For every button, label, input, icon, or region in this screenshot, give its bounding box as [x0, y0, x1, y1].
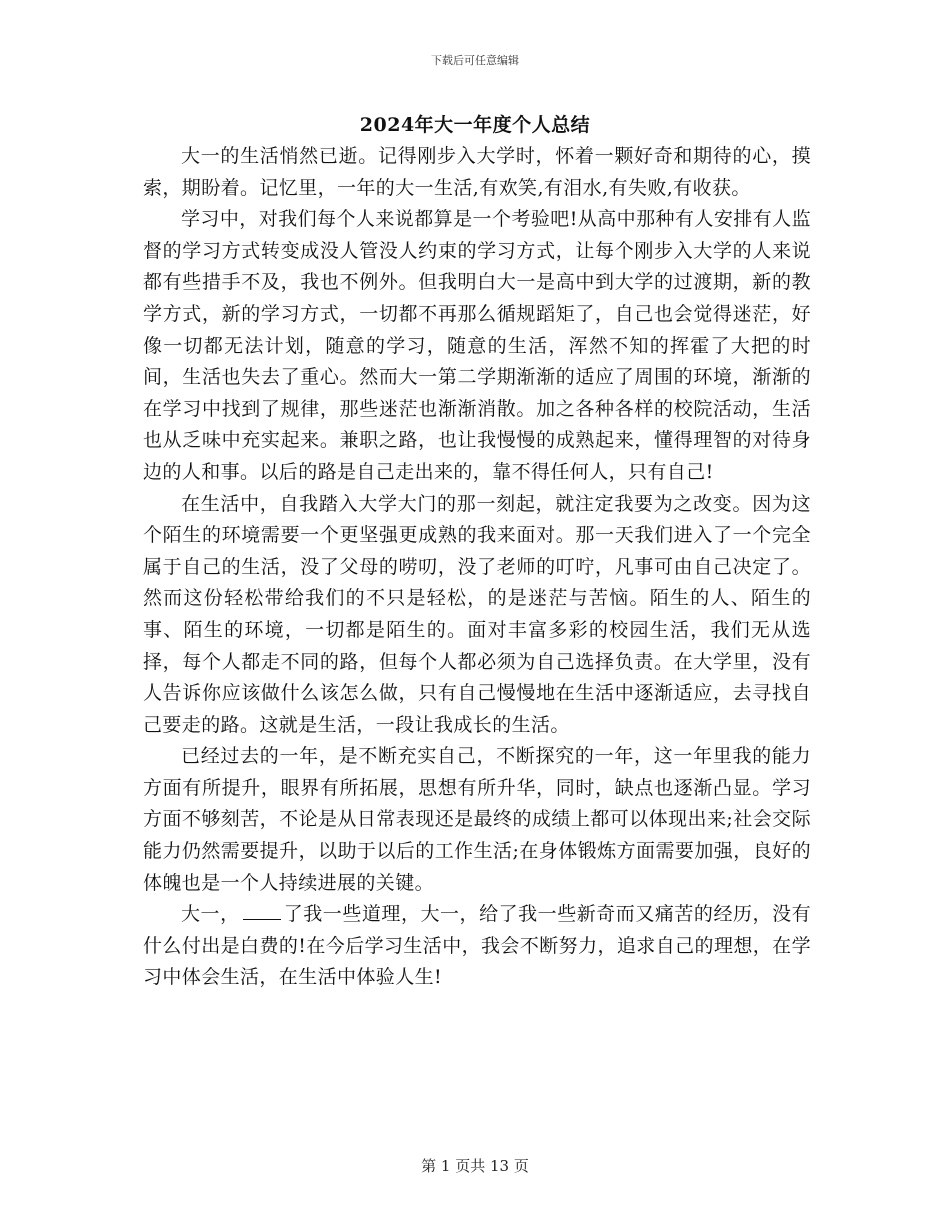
paragraph-intro: 大一的生活悄然已逝。记得刚步入大学时，怀着一颗好奇和期待的心，摸索，期盼着。记忆里，一年的大一生活,有欢笑,有泪水,有失败,有收获。 — [143, 145, 811, 199]
document-title: 2024年大一年度个人总结 — [359, 114, 591, 136]
conclusion-text-start: 大一， — [181, 903, 240, 926]
page-number-footer: 第 1 页共 13 页 — [421, 1157, 529, 1175]
document-body — [143, 141, 811, 994]
fill-in-blank — [243, 901, 281, 920]
conclusion-text-end: 了我一些道理，大一，给了我一些新奇而又痛苦的经历，没有什么付出是白费的!在今后学习生活中，我会不断努力，追求自己的理想，在学习中体会生活，在生活中体验人生! — [143, 903, 811, 989]
paragraph-study: 学习中，对我们每个人来说都算是一个考验吧!从高中那种有人安排有人监督的学习方式转变成没人管没人约束的学习方式，让每个刚步入大学的人来说都有些措手不及，我也不例外。但我明白大一是高中到大学的过渡期，新的教学方式，新的学习方式，一切都不再那么循规蹈矩了，自己也会觉得迷茫，好像一切都无法计划，随意的学习，随意的生活，浑然不知的挥霍了大把的时间，生活也失去了重心。然而大一第二学期渐渐的适应了周围的环境，渐渐的在学习中找到了规律，那些迷茫也渐渐消散。加之各种各样的校院活动，生活也从乏味中充实起来。兼职之路，也让我慢慢的成熟起来，懂得理智的对待身边的人和事。以后的路是自己走出来的，靠不得任何人，只有自己! — [143, 208, 811, 483]
paragraph-conclusion — [143, 899, 811, 994]
paragraph-reflection: 已经过去的一年，是不断充实自己，不断探究的一年，这一年里我的能力方面有所提升，眼界有所拓展，思想有所升华，同时，缺点也逐渐凸显。学习方面不够刻苦，不论是从日常表现还是最终的成绩上都可以体现出来;社会交际能力仍然需要提升，以助于以后的工作生活;在身体锻炼方面需要加强，良好的体魄也是一个人持续进展的关键。 — [143, 745, 811, 894]
paragraph-life: 在生活中，自我踏入大学大门的那一刻起，就注定我要为之改变。因为这个陌生的环境需要一个更坚强更成熟的我来面对。那一天我们进入了一个完全属于自己的生活，没了父母的唠叨，没了老师的叮咛，凡事可由自己决定了。然而这份轻松带给我们的不只是轻松，的是迷茫与苦恼。陌生的人、陌生的事、陌生的环境，一切都是陌生的。面对丰富多彩的校园生活，我们无从选择，每个人都走不同的路，但每个人都必须为自己选择负责。在大学里，没有人告诉你应该做什么该怎么做，只有自己慢慢地在生活中逐渐适应，去寻找自己要走的路。这就是生活，一段让我成长的生活。 — [143, 492, 811, 736]
page-header: 下载后可任意编辑 — [431, 54, 519, 67]
